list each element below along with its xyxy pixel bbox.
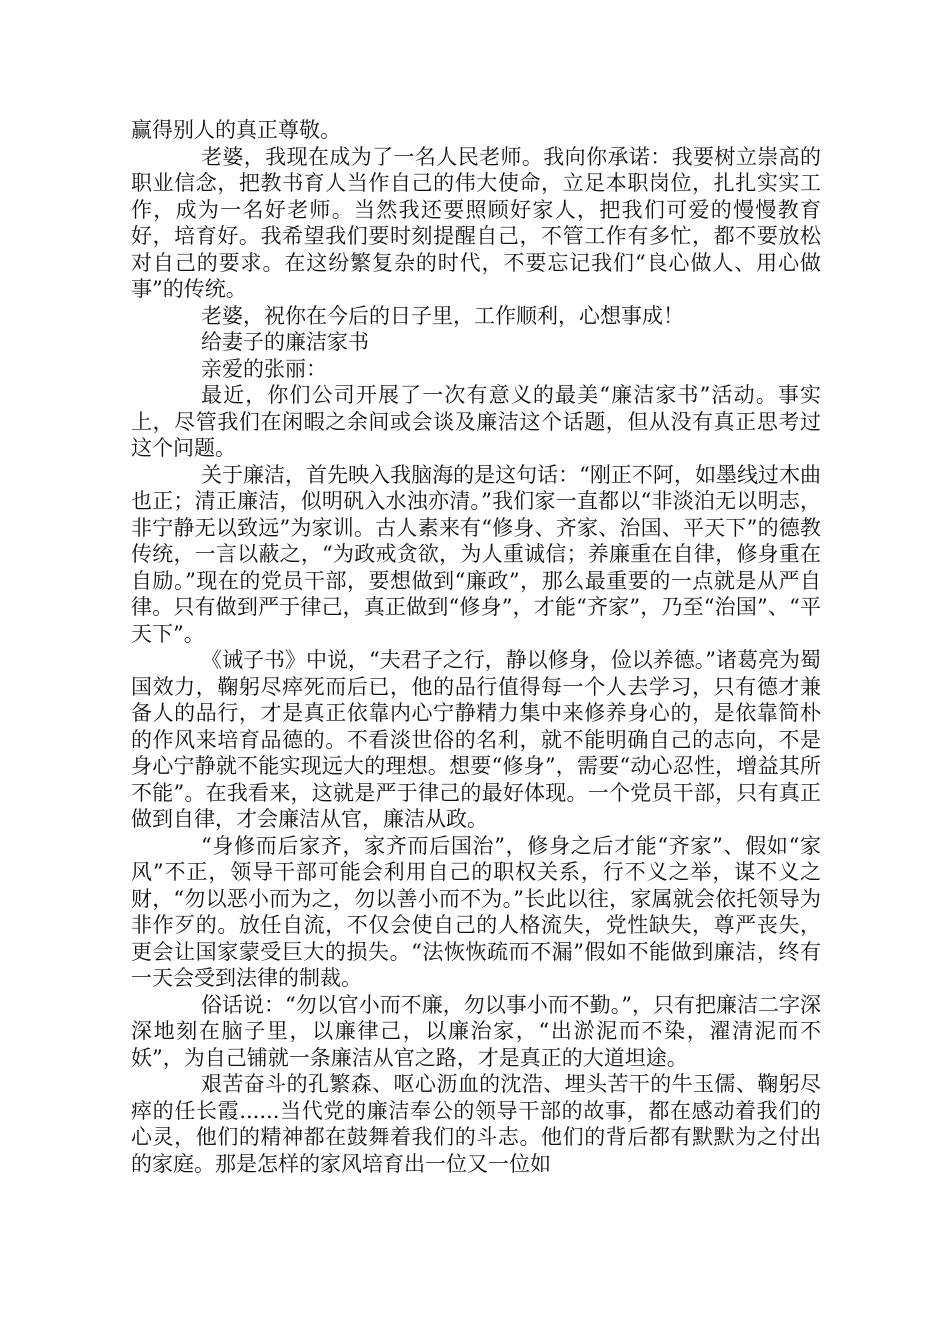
paragraph-continuation: 赢得别人的真正尊敬。	[131, 118, 341, 142]
letter-salutation: 亲爱的张丽：	[201, 356, 327, 381]
paragraph-role-models: 艰苦奋斗的孔繁森、呕心沥血的沈浩、埋头苦干的牛玉儒、鞠躬尽瘁的任长霞......当代党的廉洁奉公的领导干部的故事，都在感动着我们的心灵，他们的精神都在鼓舞着我们的斗志。他们的背后都有默默为之付出的家庭。那是怎样的家风培育出一位又一位如	[131, 1072, 821, 1176]
paragraph-intro: 最近，你们公司开展了一次有意义的最美“廉洁家书”活动。事实上，尽管我们在闲暇之余间或会谈及廉洁这个话题，但从没有真正思考过这个问题。	[131, 383, 821, 460]
paragraph-proverb: 俗话说：“勿以官小而不廉，勿以事小而不勤。”，只有把廉洁二字深深地刻在脑子里，以廉律己，以廉治家，“出淤泥而不染，濯清泥而不妖”，为自己铺就一条廉洁从官之路，才是真正的大道坦途。	[131, 992, 821, 1070]
paragraph-teacher-promise: 老婆，我现在成为了一名人民老师。我向你承诺：我要树立崇高的职业信念，把教书育人当作自己的伟大使命，立足本职岗位，扎扎实实工作，成为一名好老师。当然我还要照顾好家人，把我们可爱的慢慢教育好，培育好。我希望我们要时刻提醒自己，不管工作有多忙，都不要放松对自己的要求。在这纷繁复杂的时代，不要忘记我们“良心做人、用心做事”的传统。	[131, 144, 821, 301]
letter-title: 给妻子的廉洁家书	[201, 330, 369, 354]
paragraph-closing-wish: 老婆，祝你在今后的日子里，工作顺利，心想事成！	[201, 303, 684, 328]
document-body	[131, 117, 821, 1177]
paragraph-admonition-book: 《诫子书》中说，“夫君子之行，静以修身，俭以养德。”诸葛亮为蜀国效力，鞠躬尽瘁死而后已，他的品行值得每一个人去学习，只有德才兼备人的品行，才是真正依靠内心宁静精力集中来修养身心的，是依靠简朴的作风来培育品德的。不看淡世俗的名利，就不能明确自己的志向，不是身心宁静就不能实现远大的理想。想要“修身”，需要“动心忍性，增益其所不能”。在我看来，这就是严于律己的最好体现。一个党员干部，只有真正做到自律，才会廉洁从官，廉洁从政。	[131, 648, 821, 831]
paragraph-family-governance: “身修而后家齐，家齐而后国治”，修身之后才能“齐家”、假如“家风”不正，领导干部可能会利用自己的职权关系，行不义之举，谋不义之财，“勿以恶小而为之，勿以善小而不为。”长此以往，家属就会依托领导为非作歹的。放任自流，不仅会使自己的人格流失，党性缺失，尊严丧失，更会让国家蒙受巨大的损失。“法恢恢疏而不漏”假如不能做到廉洁，终有一天会受到法律的制裁。	[131, 833, 821, 990]
paragraph-on-integrity: 关于廉洁，首先映入我脑海的是这句话：“刚正不阿，如墨线过木曲也正；清正廉洁，似明矾入水浊亦清。”我们家一直都以“非淡泊无以明志，非宁静无以致远”为家训。古人素来有“修身、齐家、治国、平天下”的德教传统，一言以蔽之，“为政戒贪欲，为人重诚信；养廉重在自律，修身重在自励。”现在的党员干部，要想做到“廉政”，那么最重要的一点就是从严自律。只有做到严于律己，真正做到“修身”，才能“齐家”，乃至“治国”、“平天下”。	[131, 462, 821, 646]
